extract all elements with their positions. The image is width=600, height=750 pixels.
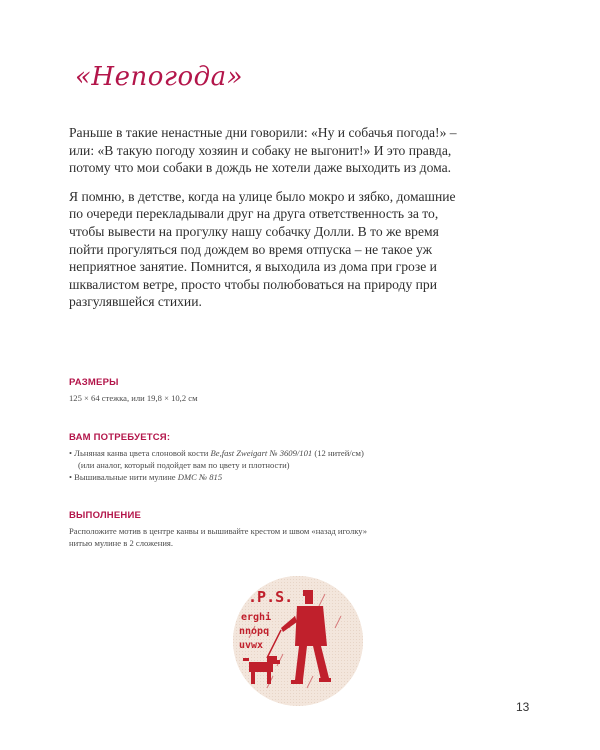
stitched-text-3: nnopq <box>239 626 270 637</box>
materials-heading: ВАМ ПОТРЕБУЕТСЯ: <box>69 432 171 443</box>
page-number: 13 <box>516 700 530 714</box>
materials-list <box>69 447 489 483</box>
stitched-text-1: r.P.S. <box>239 588 294 606</box>
materials-item-1: • Льняная канва цвета слоновой кости Be,fast Zweigart № 3609/101 (12 нитей/см) <box>69 448 364 458</box>
embroidery-photo <box>233 576 363 706</box>
embroidery-illustration <box>233 576 363 706</box>
stitched-text-4: uvwx <box>239 640 264 651</box>
execution-line-2: нитью мулине в 2 сложения. <box>69 538 174 548</box>
stitched-text-2: erghi <box>241 612 272 623</box>
execution-heading: ВЫПОЛНЕНИЕ <box>69 510 142 521</box>
intro-paragraph-2: Я помню, в детстве, когда на улице было мокро и зябко, домашние по очереди перекладывали друг на друга ответственность за то, чтобы вывести на прогулку нашу собачку Долли. В то же время пойти прогуляться под дождем во время отпуска – не такое уж неприятное занятие. Помнится, я выходила из дома при грозе и шквалистом ветре, просто чтобы полюбоваться на природу при разгулявшейся стихии. <box>69 188 456 310</box>
materials-item-2: • Вышивальные нити мулине DMC № 815 <box>69 472 223 482</box>
page-title: «Непогода» <box>75 62 244 92</box>
sizes-text: 125 × 64 стежка, или 19,8 × 10,2 см <box>69 393 198 403</box>
intro-paragraph-1: Раньше в такие ненастные дни говорили: «Ну и собачья погода!» – или: «В такую погоду хозяин и собаку не выгонит!» И это правда, потому что мои собаки в дождь не хотели даже выходить из дома. <box>69 125 457 176</box>
sizes-heading: РАЗМЕРЫ <box>69 377 119 388</box>
intro-text <box>69 124 469 322</box>
execution-line-1: Расположите мотив в центре канвы и вышивайте крестом и швом «назад иголку» <box>69 526 368 536</box>
execution-text <box>69 525 489 549</box>
materials-item-1-continued: (или аналог, который подойдет вам по цвету и плотности) <box>78 460 290 470</box>
